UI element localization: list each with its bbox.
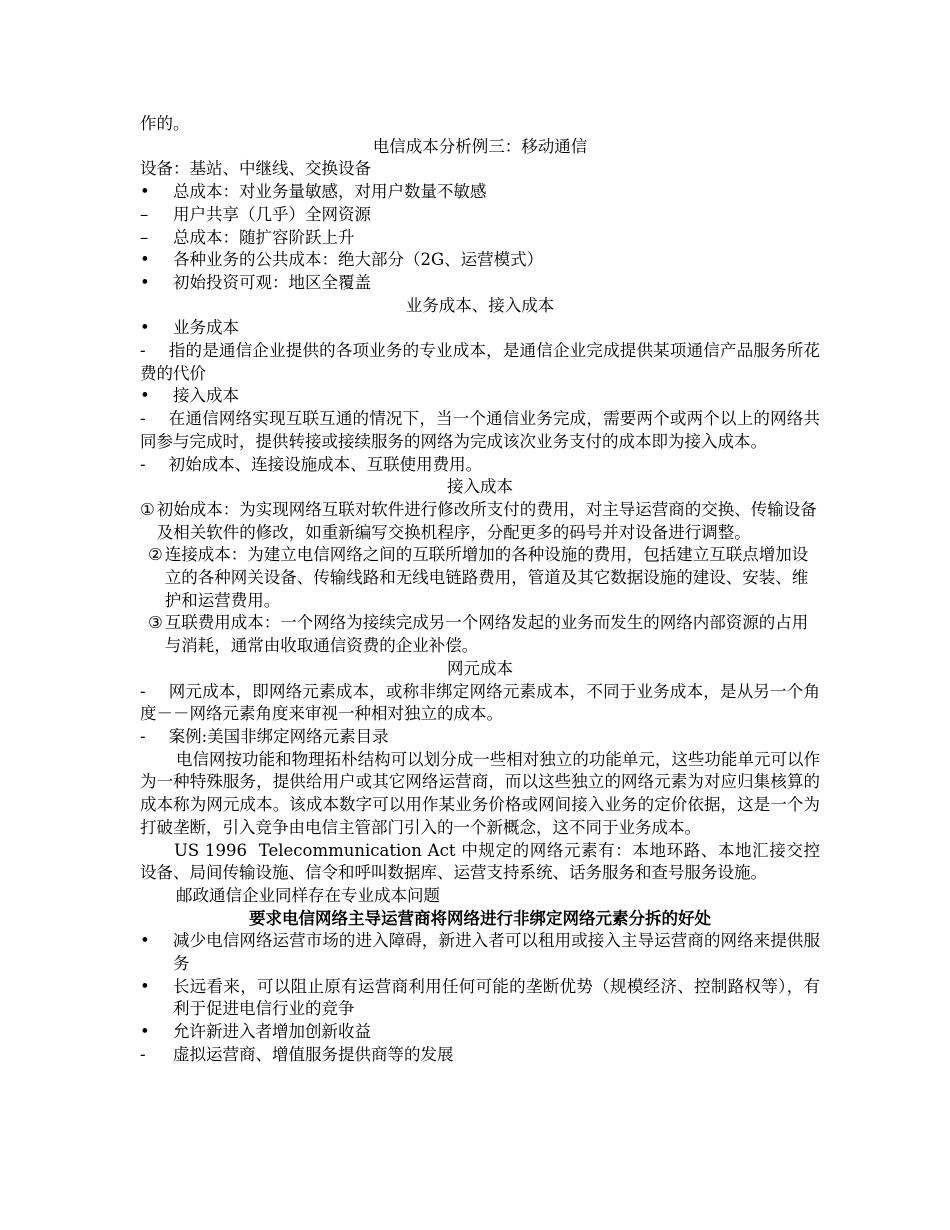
text-line: 作的。 xyxy=(140,114,190,133)
bullet-item xyxy=(140,976,820,1021)
section-heading: 接入成本 xyxy=(447,477,513,497)
bullet-item xyxy=(140,249,820,272)
bullet-marker: • xyxy=(140,318,150,338)
dash-paragraph xyxy=(140,340,820,385)
dash-text: 指的是通信企业提供的各项业务的专业成本，是通信企业完成提供某项通信产品服务所花费的代价 xyxy=(140,341,820,383)
section-heading: 要求电信网络主导运营商将网络进行非绑定网络元素分拆的好处 xyxy=(249,908,711,928)
dash-text: 初始成本、连接设施成本、互联使用费用。 xyxy=(168,454,483,474)
bullet-marker: • xyxy=(140,182,150,202)
hyphen-marker: - xyxy=(140,726,146,746)
dash-text: 总成本：随扩容阶跃上升 xyxy=(173,227,355,247)
hyphen-marker: - xyxy=(140,1044,146,1064)
bullet-marker: • xyxy=(140,1022,150,1042)
dash-text: 在通信网络实现互联互通的情况下，当一个通信业务完成，需要两个或两个以上的网络共同参与完成时，提供转接或接续服务的网络为完成该次业务支付的成本即为接入成本。 xyxy=(140,409,820,451)
numbered-text: 初始成本：为实现网络互联对软件进行修改所支付的费用，对主导运营商的交换、传输设备及相关软件的修改，如重新编写交换机程序，分配更多的码号并对设备进行调整。 xyxy=(156,499,817,542)
bullet-item xyxy=(140,1021,820,1044)
bullet-item xyxy=(140,272,820,295)
dash-text: 网元成本，即网络元素成本，或称非绑定网络元素成本，不同于业务成本，是从另一个角度－－网络元素角度来审视一种相对独立的成本。 xyxy=(140,681,820,724)
numbered-text: 连接成本：为建立电信网络之间的互联所增加的各种设施的费用，包括建立互联点增加设立的各种网关设备、传输线路和无线电链路费用，管道及其它数据设施的建设、安装、维护和运营费用。 xyxy=(164,545,809,610)
hyphen-marker: - xyxy=(140,341,146,361)
dash-item xyxy=(140,1044,820,1067)
body-paragraph: 电信网按功能和物理拓朴结构可以划分成一些相对独立的功能单元，这些功能单元可以作为一种特殊服务，提供给用户或其它网络运营商，而以这些独立的网络元素为对应归集核算的成本称为网元成本。该成本数字可以用作某业务价格或网间接入业务的定价依据，这是一个为打破垄断，引入竞争由电信主管部门引入的一个新概念，这不同于业务成本。 xyxy=(140,749,820,837)
section-heading: 网元成本 xyxy=(447,658,513,678)
dash-marker: – xyxy=(140,227,149,247)
body-paragraph: 邮政通信企业同样存在专业成本问题 xyxy=(176,885,440,905)
dash-item xyxy=(140,204,820,227)
bullet-marker: • xyxy=(140,272,150,292)
bullet-text: 接入成本 xyxy=(173,386,239,406)
section-heading: 电信成本分析例三：移动通信 xyxy=(372,136,588,156)
numbered-item xyxy=(140,612,820,657)
dash-text: 虚拟运营商、增值服务提供商等的发展 xyxy=(173,1044,454,1064)
number-marker: ③ xyxy=(148,613,163,633)
dash-paragraph xyxy=(140,681,820,726)
bullet-item xyxy=(140,317,820,340)
hyphen-marker: - xyxy=(140,681,146,701)
bullet-marker: • xyxy=(140,386,150,406)
bullet-text: 长远看来，可以阻止原有运营商利用任何可能的垄断优势（规模经济、控制路权等），有利于促进电信行业的竞争 xyxy=(173,976,820,1019)
bullet-item xyxy=(140,385,820,408)
number-marker: ② xyxy=(148,545,163,565)
body-paragraph: US 1996 Telecommunication Act 中规定的网络元素有：本地环路、本地汇接交控设备、局间传输设施、信令和呼叫数据库、运营支持系统、话务服务和查号服务设施。 xyxy=(140,840,820,883)
bullet-text: 初始投资可观：地区全覆盖 xyxy=(173,272,371,292)
dash-paragraph xyxy=(140,726,820,749)
bullet-marker: • xyxy=(140,976,150,996)
numbered-item xyxy=(140,544,820,612)
dash-marker: – xyxy=(140,204,149,224)
bullet-text: 业务成本 xyxy=(173,318,239,338)
dash-paragraph xyxy=(140,408,820,453)
bullet-text: 允许新进入者增加创新收益 xyxy=(173,1022,371,1042)
bullet-text: 各种业务的公共成本：绝大部分（2G、运营模式） xyxy=(173,250,544,270)
dash-text: 案例:美国非绑定网络元素目录 xyxy=(168,726,389,746)
hyphen-marker: - xyxy=(140,409,146,429)
bullet-text: 总成本：对业务量敏感，对用户数量不敏感 xyxy=(173,182,487,202)
bullet-item xyxy=(140,930,820,975)
number-marker: ① xyxy=(140,499,155,519)
dash-item xyxy=(140,227,820,250)
numbered-text: 互联费用成本：一个网络为接续完成另一个网络发起的业务而发生的网络内部资源的占用与消耗，通常由收取通信资费的企业补偿。 xyxy=(164,613,809,656)
bullet-text: 减少电信网络运营市场的进入障碍，新进入者可以租用或接入主导运营商的网络来提供服务 xyxy=(173,931,820,974)
numbered-item xyxy=(140,499,820,544)
bullet-item xyxy=(140,181,820,204)
bullet-marker: • xyxy=(140,250,150,270)
bullet-marker: • xyxy=(140,931,150,951)
text-line: 设备：基站、中继线、交换设备 xyxy=(140,159,371,179)
dash-paragraph xyxy=(140,454,820,477)
dash-text: 用户共享（几乎）全网资源 xyxy=(173,204,371,224)
section-heading: 业务成本、接入成本 xyxy=(405,295,555,315)
hyphen-marker: - xyxy=(140,454,146,474)
